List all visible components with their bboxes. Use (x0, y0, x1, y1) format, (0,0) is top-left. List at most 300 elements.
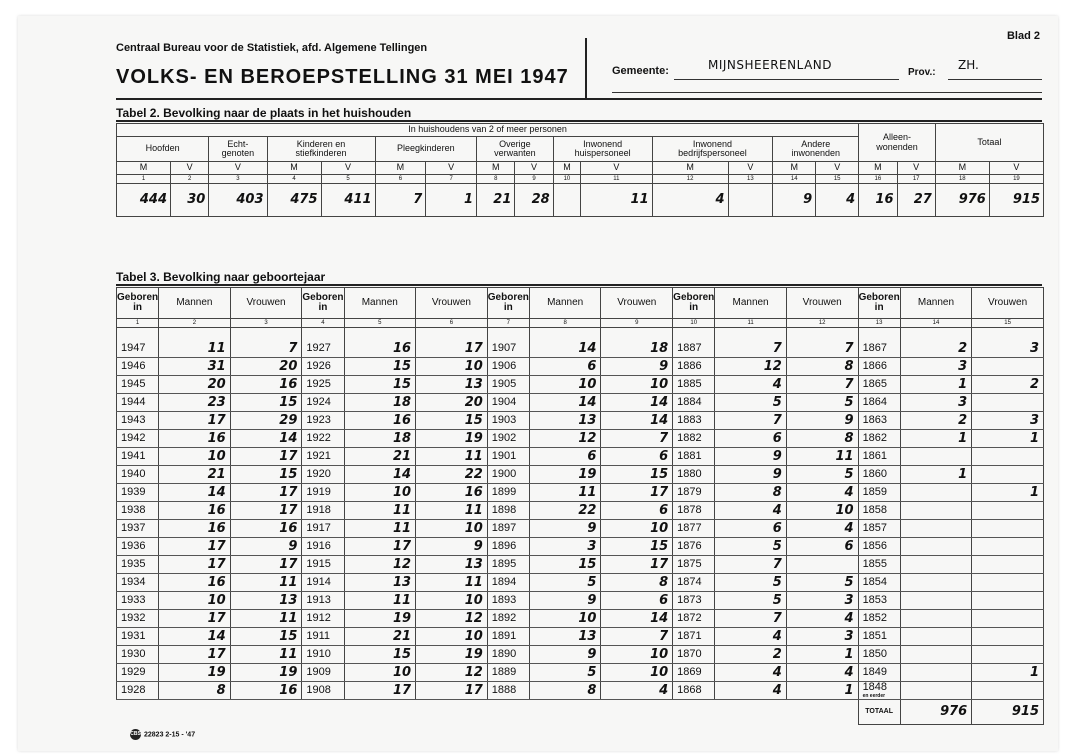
column-number: 2 (159, 319, 231, 328)
birth-year: 1913 (302, 592, 344, 610)
vrouwen-value: 16 (416, 484, 488, 502)
birth-year: 1922 (302, 430, 344, 448)
sex-header: V (171, 162, 209, 175)
birth-year: 1900 (487, 466, 529, 484)
mannen-value: 4 (715, 376, 787, 394)
vrouwen-value: 22 (416, 466, 488, 484)
birth-year: 1865 (858, 376, 900, 394)
vrouwen-value: 11 (230, 646, 302, 664)
mannen-value: 4 (715, 502, 787, 520)
vrouwen-header: Vrouwen (601, 288, 673, 319)
column-number: 15 (816, 175, 859, 184)
birth-year: 1918 (302, 502, 344, 520)
mannen-value: 5 (715, 574, 787, 592)
cell-value: 27 (897, 184, 935, 217)
cell-value: 976 (935, 184, 989, 217)
birth-year: 1899 (487, 484, 529, 502)
birth-year: 1874 (673, 574, 715, 592)
birth-year: 1927 (302, 340, 344, 358)
vrouwen-value: 14 (601, 412, 673, 430)
sex-header: M (652, 162, 728, 175)
birth-year: 1933 (117, 592, 159, 610)
vrouwen-value: 8 (786, 358, 858, 376)
vrouwen-value (786, 556, 858, 574)
birth-year: 1879 (673, 484, 715, 502)
mannen-value: 19 (159, 664, 231, 682)
birth-year: 1939 (117, 484, 159, 502)
vrouwen-value: 4 (601, 682, 673, 700)
mannen-value: 14 (159, 484, 231, 502)
birth-year: 1936 (117, 538, 159, 556)
spacer-cell (900, 328, 972, 341)
vrouwen-header: Vrouwen (416, 288, 488, 319)
en-eerder-note: en eerder (862, 692, 886, 699)
column-number: 16 (859, 175, 897, 184)
birth-year: 1902 (487, 430, 529, 448)
column-number: 9 (515, 175, 553, 184)
group-header: Alleen- wonenden (859, 124, 936, 162)
vrouwen-value: 10 (601, 664, 673, 682)
mannen-value: 7 (715, 340, 787, 358)
column-number: 12 (786, 319, 858, 328)
vrouwen-value (972, 574, 1044, 592)
vrouwen-value: 2 (972, 376, 1044, 394)
mannen-value: 10 (159, 592, 231, 610)
cell-value: 9 (773, 184, 816, 217)
mannen-value: 2 (900, 412, 972, 430)
vrouwen-value: 11 (786, 448, 858, 466)
mannen-value: 15 (344, 358, 416, 376)
mannen-value: 11 (529, 484, 601, 502)
mannen-value: 4 (715, 682, 787, 700)
birth-year: 1920 (302, 466, 344, 484)
mannen-value: 9 (529, 520, 601, 538)
mannen-value (900, 484, 972, 502)
birth-year: 1851 (858, 628, 900, 646)
birth-year: 1915 (302, 556, 344, 574)
mannen-value: 10 (344, 664, 416, 682)
mannen-value: 8 (159, 682, 231, 700)
group-header: Totaal (935, 124, 1043, 162)
cell-value: 403 (209, 184, 267, 217)
mannen-value: 1 (900, 376, 972, 394)
birth-year: 1861 (858, 448, 900, 466)
spacer-cell (416, 328, 488, 341)
birth-year: 1897 (487, 520, 529, 538)
vrouwen-value: 10 (601, 520, 673, 538)
spacer-cell (786, 328, 858, 341)
vrouwen-value: 11 (416, 448, 488, 466)
totaal-mannen: 976 (900, 700, 972, 725)
vrouwen-value: 7 (230, 340, 302, 358)
mannen-value: 15 (529, 556, 601, 574)
vrouwen-value: 16 (230, 376, 302, 394)
sex-header: M (117, 162, 171, 175)
gemeente-label: Gemeente: (612, 65, 669, 77)
table3 (116, 287, 1044, 725)
prov-line (948, 79, 1042, 80)
mannen-value: 14 (529, 394, 601, 412)
birth-year: 1875 (673, 556, 715, 574)
column-number: 2 (171, 175, 209, 184)
column-number: 1 (117, 319, 159, 328)
table3-title: Tabel 3. Bevolking naar geboortejaar (116, 270, 326, 284)
geboren-header: Geboren in (302, 288, 344, 319)
census-form (18, 16, 1058, 751)
birth-year: 1858 (858, 502, 900, 520)
birth-year: 1886 (673, 358, 715, 376)
birth-year: 1930 (117, 646, 159, 664)
vrouwen-value: 5 (786, 466, 858, 484)
birth-year: 1854 (858, 574, 900, 592)
spacer-cell (529, 328, 601, 341)
birth-year: 1871 (673, 628, 715, 646)
birth-year: 1907 (487, 340, 529, 358)
vrouwen-value: 19 (230, 664, 302, 682)
mannen-value: 6 (715, 520, 787, 538)
birth-year: 1857 (858, 520, 900, 538)
vrouwen-value (972, 538, 1044, 556)
cell-value: 1 (426, 184, 477, 217)
vrouwen-value: 8 (601, 574, 673, 592)
mannen-header: Mannen (900, 288, 972, 319)
mannen-header: Mannen (344, 288, 416, 319)
birth-year: 1892 (487, 610, 529, 628)
column-number: 15 (972, 319, 1044, 328)
column-number: 3 (209, 175, 267, 184)
mannen-value: 7 (715, 412, 787, 430)
vrouwen-value (972, 448, 1044, 466)
column-number: 17 (897, 175, 935, 184)
mannen-value: 12 (715, 358, 787, 376)
footer-code: 22823 2-15 - '47 (144, 731, 196, 739)
mannen-value: 5 (715, 394, 787, 412)
vrouwen-value: 7 (786, 376, 858, 394)
birth-year: 1898 (487, 502, 529, 520)
sex-header: V (581, 162, 652, 175)
birth-year: 1863 (858, 412, 900, 430)
totaal-vrouwen: 915 (972, 700, 1044, 725)
vrouwen-value: 11 (416, 574, 488, 592)
birth-year: 1946 (117, 358, 159, 376)
address-line (612, 92, 1042, 93)
vrouwen-value (972, 520, 1044, 538)
vrouwen-value: 17 (230, 484, 302, 502)
birth-year: 1850 (858, 646, 900, 664)
sex-header: M (859, 162, 897, 175)
spacer-cell (972, 328, 1044, 341)
birth-year: 1935 (117, 556, 159, 574)
group-header: Hoofden (117, 137, 209, 162)
mannen-value: 22 (529, 502, 601, 520)
table2-title: Tabel 2. Bevolking naar de plaats in het huishouden (116, 106, 412, 120)
birth-year: 1945 (117, 376, 159, 394)
column-number: 11 (715, 319, 787, 328)
group-header: Overige verwanten (477, 137, 554, 162)
geboren-header: Geboren in (487, 288, 529, 319)
vrouwen-value: 13 (416, 556, 488, 574)
column-number: 4 (302, 319, 344, 328)
mannen-header: Mannen (159, 288, 231, 319)
spacer-cell (230, 328, 302, 341)
cell-value: 7 (375, 184, 426, 217)
vrouwen-value: 3 (786, 592, 858, 610)
vrouwen-value: 3 (972, 340, 1044, 358)
birth-year: 1864 (858, 394, 900, 412)
mannen-value: 12 (344, 556, 416, 574)
sex-header: V (321, 162, 375, 175)
mannen-value: 5 (715, 538, 787, 556)
vrouwen-value: 17 (230, 448, 302, 466)
mannen-value: 7 (715, 610, 787, 628)
mannen-value (900, 502, 972, 520)
vrouwen-value (972, 358, 1044, 376)
mannen-value (900, 682, 972, 700)
header-divider (585, 38, 587, 100)
mannen-value: 8 (529, 682, 601, 700)
column-number: 7 (426, 175, 477, 184)
vrouwen-value: 17 (601, 484, 673, 502)
vrouwen-value: 29 (230, 412, 302, 430)
group-header: Andere inwonenden (773, 137, 859, 162)
vrouwen-value: 5 (786, 574, 858, 592)
sheet-number: Blad 2 (1006, 30, 1040, 42)
column-number: 3 (230, 319, 302, 328)
mannen-value: 11 (344, 502, 416, 520)
mannen-value: 4 (715, 628, 787, 646)
vrouwen-value (972, 466, 1044, 484)
vrouwen-value: 1 (972, 664, 1044, 682)
cell-value: 11 (581, 184, 652, 217)
mannen-value: 11 (159, 340, 231, 358)
mannen-value: 21 (344, 628, 416, 646)
organisation: Centraal Bureau voor de Statistiek, afd. Algemene Tellingen (116, 42, 428, 54)
birth-year: 1923 (302, 412, 344, 430)
column-number: 5 (321, 175, 375, 184)
mannen-value: 16 (159, 520, 231, 538)
vrouwen-value: 11 (416, 502, 488, 520)
mannen-value (900, 664, 972, 682)
vrouwen-value: 1 (972, 484, 1044, 502)
mannen-value: 21 (159, 466, 231, 484)
mannen-value (900, 592, 972, 610)
mannen-value: 10 (529, 376, 601, 394)
vrouwen-value: 10 (416, 520, 488, 538)
mannen-value: 17 (159, 610, 231, 628)
birth-year: 1876 (673, 538, 715, 556)
form-title: VOLKS- EN BEROEPSTELLING 31 MEI 1947 (116, 66, 569, 88)
cell-value: 28 (515, 184, 553, 217)
spacer-cell (715, 328, 787, 341)
spacer-cell (487, 328, 529, 341)
vrouwen-value: 5 (786, 394, 858, 412)
birth-year: 1914 (302, 574, 344, 592)
mannen-value: 17 (159, 556, 231, 574)
group-header: Kinderen en stiefkinderen (267, 137, 375, 162)
birth-year: 1947 (117, 340, 159, 358)
cell-value: 915 (989, 184, 1043, 217)
mannen-value (900, 448, 972, 466)
vrouwen-value (972, 682, 1044, 700)
birth-year: 1848 en eerder (858, 682, 900, 700)
vrouwen-value: 17 (230, 556, 302, 574)
mannen-value: 14 (344, 466, 416, 484)
vrouwen-header: Vrouwen (786, 288, 858, 319)
vrouwen-value (972, 502, 1044, 520)
mannen-value: 1 (900, 430, 972, 448)
mannen-value: 18 (344, 430, 416, 448)
mannen-value: 9 (529, 646, 601, 664)
sex-header: V (728, 162, 773, 175)
mannen-value: 8 (715, 484, 787, 502)
mannen-value: 12 (529, 430, 601, 448)
spacer-cell (117, 328, 159, 341)
birth-year: 1934 (117, 574, 159, 592)
mannen-value: 16 (159, 502, 231, 520)
birth-year: 1882 (673, 430, 715, 448)
birth-year: 1909 (302, 664, 344, 682)
mannen-value: 18 (344, 394, 416, 412)
geboren-header: Geboren in (117, 288, 159, 319)
birth-year: 1928 (117, 682, 159, 700)
vrouwen-value: 15 (601, 466, 673, 484)
birth-year: 1894 (487, 574, 529, 592)
vrouwen-value: 3 (786, 628, 858, 646)
birth-year: 1852 (858, 610, 900, 628)
sex-header: V (816, 162, 859, 175)
column-number: 14 (900, 319, 972, 328)
spacer-cell (344, 328, 416, 341)
mannen-value: 10 (529, 610, 601, 628)
mannen-value: 9 (529, 592, 601, 610)
column-number: 4 (267, 175, 321, 184)
mannen-value: 17 (159, 646, 231, 664)
mannen-value: 11 (344, 592, 416, 610)
column-number: 18 (935, 175, 989, 184)
vrouwen-value: 10 (601, 376, 673, 394)
vrouwen-value: 20 (416, 394, 488, 412)
mannen-value: 6 (715, 430, 787, 448)
cbs-logo-icon: CBS (130, 729, 141, 740)
mannen-value: 16 (159, 574, 231, 592)
birth-year: 1924 (302, 394, 344, 412)
birth-year: 1904 (487, 394, 529, 412)
mannen-value: 19 (344, 610, 416, 628)
birth-year: 1891 (487, 628, 529, 646)
column-number: 10 (673, 319, 715, 328)
mannen-value: 16 (344, 412, 416, 430)
vrouwen-value: 19 (416, 646, 488, 664)
mannen-value (900, 646, 972, 664)
column-number: 11 (581, 175, 652, 184)
vrouwen-value: 6 (601, 448, 673, 466)
column-number: 5 (344, 319, 416, 328)
mannen-value (900, 610, 972, 628)
birth-year: 1859 (858, 484, 900, 502)
birth-year: 1921 (302, 448, 344, 466)
birth-year: 1895 (487, 556, 529, 574)
vrouwen-value: 15 (230, 394, 302, 412)
group-header: Echt- genoten (209, 137, 267, 162)
column-number: 8 (477, 175, 515, 184)
mannen-value: 10 (344, 484, 416, 502)
sex-header: V (515, 162, 553, 175)
mannen-value: 5 (529, 664, 601, 682)
birth-year: 1877 (673, 520, 715, 538)
sex-header: M (477, 162, 515, 175)
table2 (116, 123, 1044, 217)
sex-header: V (209, 162, 267, 175)
birth-year: 1941 (117, 448, 159, 466)
vrouwen-value: 7 (601, 430, 673, 448)
spacer-cell (858, 328, 900, 341)
birth-year: 1885 (673, 376, 715, 394)
cell-value (553, 184, 580, 217)
rule (116, 120, 1042, 122)
vrouwen-value: 17 (416, 340, 488, 358)
cell-value: 444 (117, 184, 171, 217)
vrouwen-value (972, 592, 1044, 610)
cell-value: 475 (267, 184, 321, 217)
vrouwen-value: 11 (230, 610, 302, 628)
vrouwen-value (972, 394, 1044, 412)
vrouwen-value: 7 (601, 628, 673, 646)
vrouwen-value: 4 (786, 484, 858, 502)
rule (116, 98, 1042, 100)
vrouwen-value: 17 (230, 502, 302, 520)
sex-header: M (773, 162, 816, 175)
group-header: Pleegkinderen (375, 137, 477, 162)
vrouwen-value: 9 (786, 412, 858, 430)
vrouwen-value: 20 (230, 358, 302, 376)
sex-header: M (935, 162, 989, 175)
birth-year: 1937 (117, 520, 159, 538)
mannen-value: 5 (715, 592, 787, 610)
birth-year: 1881 (673, 448, 715, 466)
vrouwen-value: 6 (601, 502, 673, 520)
vrouwen-value (972, 556, 1044, 574)
vrouwen-header: Vrouwen (230, 288, 302, 319)
vrouwen-value: 9 (601, 358, 673, 376)
birth-year: 1908 (302, 682, 344, 700)
group-header: Inwonend bedrijfspersoneel (652, 137, 773, 162)
birth-year: 1860 (858, 466, 900, 484)
birth-year: 1940 (117, 466, 159, 484)
mannen-value (900, 520, 972, 538)
mannen-value: 17 (159, 412, 231, 430)
spacer-cell (601, 328, 673, 341)
rule (116, 284, 1042, 286)
mannen-value: 16 (159, 430, 231, 448)
mannen-value: 15 (344, 646, 416, 664)
birth-year: 1883 (673, 412, 715, 430)
vrouwen-value: 16 (230, 682, 302, 700)
birth-year: 1919 (302, 484, 344, 502)
mannen-value: 3 (900, 358, 972, 376)
birth-year: 1942 (117, 430, 159, 448)
vrouwen-value (972, 628, 1044, 646)
birth-year: 1866 (858, 358, 900, 376)
birth-year: 1869 (673, 664, 715, 682)
vrouwen-value: 15 (230, 466, 302, 484)
mannen-value: 19 (529, 466, 601, 484)
vrouwen-value: 15 (230, 628, 302, 646)
vrouwen-value: 3 (972, 412, 1044, 430)
column-number: 1 (117, 175, 171, 184)
mannen-value: 14 (159, 628, 231, 646)
birth-year: 1867 (858, 340, 900, 358)
vrouwen-value: 17 (601, 556, 673, 574)
